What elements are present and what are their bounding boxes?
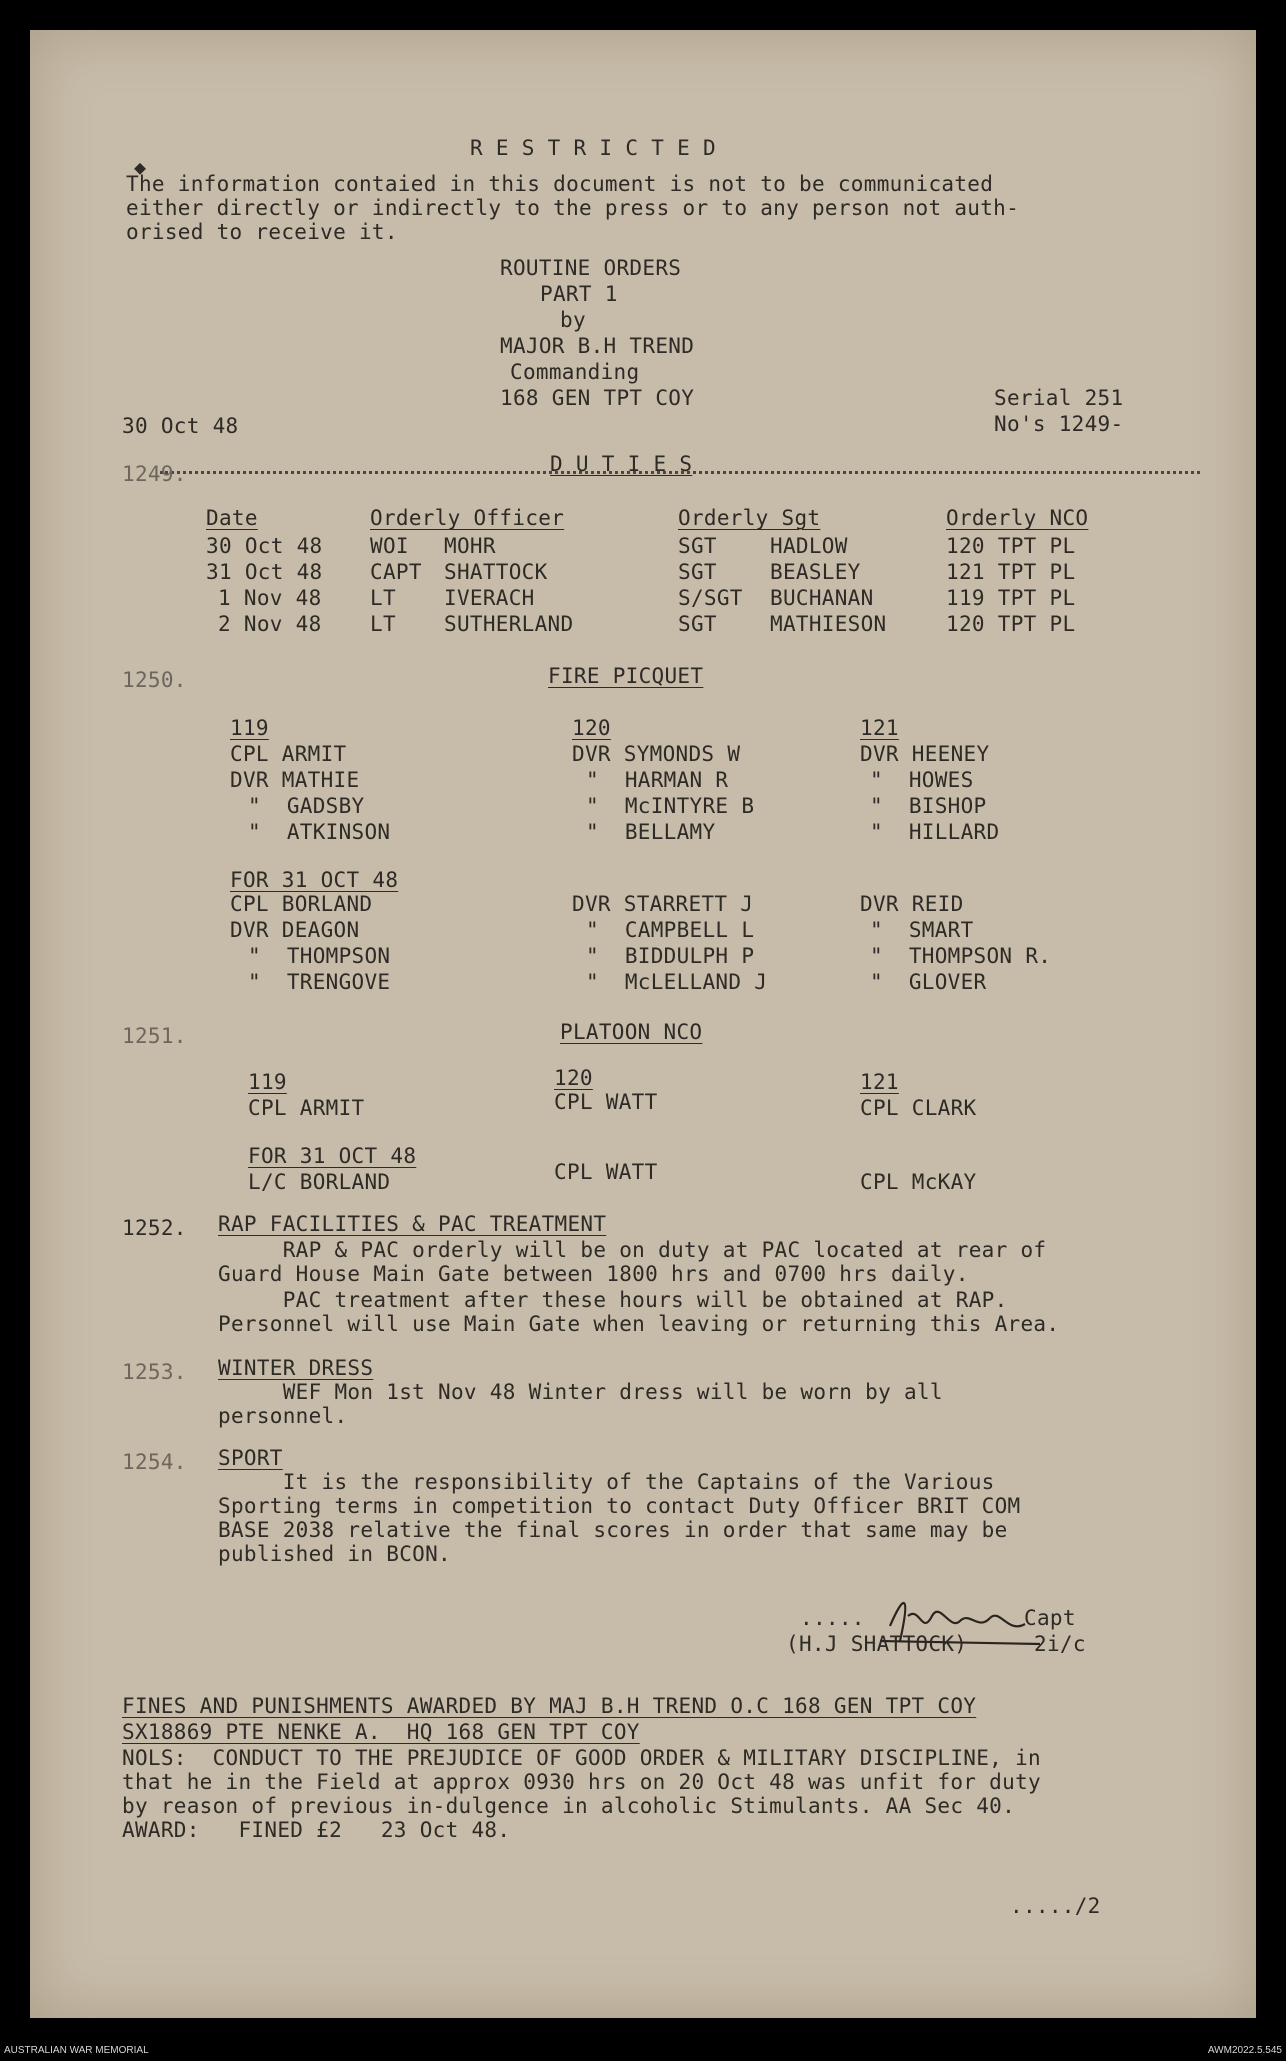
fines-subject: SX18869 PTE NENKE A. HQ 168 GEN TPT COY xyxy=(122,1720,640,1744)
fines-heading: FINES AND PUNISHMENTS AWARDED BY MAJ B.H TREND O.C 168 GEN TPT COY xyxy=(122,1694,977,1718)
platoon-nco-heading: PLATOON NCO xyxy=(560,1020,703,1044)
officer-rank: LT xyxy=(370,612,396,636)
col-orderly-officer: Orderly Officer xyxy=(370,506,565,530)
officer-name: SHATTOCK xyxy=(444,560,548,584)
title-line-6: 168 GEN TPT COY xyxy=(500,386,695,410)
title-line-4: MAJOR B.H TREND xyxy=(500,334,695,358)
signature-name: (H.J SHATTOCK) xyxy=(786,1632,968,1656)
duties-number: 1249. xyxy=(122,462,187,486)
col-orderly-sgt: Orderly Sgt xyxy=(678,506,821,530)
sport-line-4: published in BCON. xyxy=(218,1542,451,1566)
list-item: " THOMPSON xyxy=(248,944,391,968)
officer-rank: CAPT xyxy=(370,560,422,584)
platoon-119-label: 119 xyxy=(230,716,269,740)
officer-name: MOHR xyxy=(444,534,496,558)
document-page xyxy=(30,30,1256,2018)
rap-heading: RAP FACILITIES & PAC TREATMENT xyxy=(218,1212,607,1236)
winter-line-1: WEF Mon 1st Nov 48 Winter dress will be worn by all xyxy=(218,1380,943,1404)
list-item: DVR HEENEY xyxy=(860,742,990,766)
officer-name: IVERACH xyxy=(444,586,535,610)
rap-line-3: PAC treatment after these hours will be obtained at RAP. xyxy=(218,1288,1008,1312)
sport-line-3: BASE 2038 relative the final scores in order that same may be xyxy=(218,1518,1008,1542)
fire-picquet-number: 1250. xyxy=(122,668,187,692)
list-item: " HARMAN R xyxy=(586,768,729,792)
winter-heading: WINTER DRESS xyxy=(218,1356,374,1380)
list-item: " HILLARD xyxy=(870,820,1000,844)
notice-line-2: either directly or indirectly to the press or to any person not auth- xyxy=(126,196,1020,220)
platoon-120-label: 120 xyxy=(572,716,611,740)
sport-line-1: It is the responsibility of the Captains of the Various xyxy=(218,1470,995,1494)
list-item: " BIDDULPH P xyxy=(586,944,755,968)
page-continuation: ...../2 xyxy=(1010,1894,1101,1918)
sgt-rank: SGT xyxy=(678,560,717,584)
serial-number: Serial 251 xyxy=(994,386,1124,410)
list-item: " THOMPSON R. xyxy=(870,944,1052,968)
fire-picquet-heading: FIRE PICQUET xyxy=(548,664,704,688)
classification-heading: R E S T R I C T E D xyxy=(470,136,716,160)
list-item: " GLOVER xyxy=(870,970,987,994)
list-item: " CAMPBELL L xyxy=(586,918,755,942)
officer-rank: LT xyxy=(370,586,396,610)
sgt-name: BUCHANAN xyxy=(770,586,874,610)
duty-date: 30 Oct 48 xyxy=(206,534,323,558)
winter-number: 1253. xyxy=(122,1360,187,1384)
list-item: DVR STARRETT J xyxy=(572,892,754,916)
title-line-1: ROUTINE ORDERS xyxy=(500,256,682,280)
officer-name: SUTHERLAND xyxy=(444,612,574,636)
sgt-rank: S/SGT xyxy=(678,586,743,610)
title-line-2: PART 1 xyxy=(540,282,618,306)
signature-dots: ..... xyxy=(800,1606,865,1630)
title-line-5: Commanding xyxy=(510,360,640,384)
order-numbers: No's 1249- xyxy=(994,412,1124,436)
rap-line-1: RAP & PAC orderly will be on duty at PAC located at rear of xyxy=(218,1238,1047,1262)
list-item: " SMART xyxy=(870,918,974,942)
col-orderly-nco: Orderly NCO xyxy=(946,506,1089,530)
rap-line-2: Guard House Main Gate between 1800 hrs and 0700 hrs daily. xyxy=(218,1262,969,1286)
fines-line-2: that he in the Field at approx 0930 hrs on 20 Oct 48 was unfit for duty xyxy=(122,1770,1041,1794)
list-item: " HOWES xyxy=(870,768,974,792)
list-item: " BISHOP xyxy=(870,794,987,818)
nco-for-date: FOR 31 OCT 48 xyxy=(248,1144,417,1168)
fines-line-1: NOLS: CONDUCT TO THE PREJUDICE OF GOOD ORDER & MILITARY DISCIPLINE, in xyxy=(122,1746,1041,1770)
sgt-rank: SGT xyxy=(678,534,717,558)
sport-heading: SPORT xyxy=(218,1446,283,1470)
sgt-name: BEASLEY xyxy=(770,560,861,584)
list-item: " McINTYRE B xyxy=(586,794,755,818)
nco-platoon: 121 TPT PL xyxy=(946,560,1076,584)
list-item: " GADSBY xyxy=(248,794,365,818)
sgt-rank: SGT xyxy=(678,612,717,636)
winter-line-2: personnel. xyxy=(218,1404,348,1428)
signature-role: 2i/c xyxy=(1034,1632,1086,1656)
list-item: CPL ARMIT xyxy=(230,742,347,766)
nco2-119: L/C BORLAND xyxy=(248,1170,391,1194)
list-item: DVR MATHIE xyxy=(230,768,360,792)
nco-platoon-119: 119 xyxy=(248,1070,287,1094)
sport-line-2: Sporting terms in competition to contact Duty Officer BRIT COM xyxy=(218,1494,1021,1518)
title-line-3: by xyxy=(560,308,586,332)
sgt-name: MATHIESON xyxy=(770,612,887,636)
duties-heading: D U T I E S xyxy=(550,452,693,476)
list-item: CPL BORLAND xyxy=(230,892,373,916)
list-item: DVR SYMONDS W xyxy=(572,742,741,766)
footer-archive-name: AUSTRALIAN WAR MEMORIAL xyxy=(4,2045,149,2056)
fines-line-4: AWARD: FINED £2 23 Oct 48. xyxy=(122,1818,511,1842)
col-date: Date xyxy=(206,506,258,530)
sgt-name: HADLOW xyxy=(770,534,848,558)
nco2-120: CPL WATT xyxy=(554,1160,658,1184)
ink-blot: ◆ xyxy=(134,155,147,179)
nco-119: CPL ARMIT xyxy=(248,1096,365,1120)
notice-line-1: The information contaied in this document is not to be communicated xyxy=(126,172,994,196)
signature-rank: Capt xyxy=(1024,1606,1076,1630)
sport-number: 1254. xyxy=(122,1450,187,1474)
list-item: DVR DEAGON xyxy=(230,918,360,942)
nco-platoon: 119 TPT PL xyxy=(946,586,1076,610)
list-item: DVR REID xyxy=(860,892,964,916)
nco-120: CPL WATT xyxy=(554,1090,658,1114)
duty-date: 31 Oct 48 xyxy=(206,560,323,584)
rap-line-4: Personnel will use Main Gate when leaving or returning this Area. xyxy=(218,1312,1060,1336)
notice-line-3: orised to receive it. xyxy=(126,220,398,244)
fines-line-3: by reason of previous in-dulgence in alcoholic Stimulants. AA Sec 40. xyxy=(122,1794,1016,1818)
footer-archive-id: AWM2022.5.545 xyxy=(1207,2045,1282,2056)
list-item: " McLELLAND J xyxy=(586,970,768,994)
duty-date: 1 Nov 48 xyxy=(218,586,322,610)
list-item: " ATKINSON xyxy=(248,820,391,844)
nco-platoon-121: 121 xyxy=(860,1070,899,1094)
platoon-121-label: 121 xyxy=(860,716,899,740)
list-item: " TRENGOVE xyxy=(248,970,391,994)
duty-date: 2 Nov 48 xyxy=(218,612,322,636)
platoon-nco-number: 1251. xyxy=(122,1024,187,1048)
nco-121: CPL CLARK xyxy=(860,1096,977,1120)
nco-platoon: 120 TPT PL xyxy=(946,612,1076,636)
nco-platoon: 120 TPT PL xyxy=(946,534,1076,558)
rap-number: 1252. xyxy=(122,1216,187,1240)
officer-rank: WOI xyxy=(370,534,409,558)
document-date: 30 Oct 48 xyxy=(122,414,239,438)
nco-platoon-120: 120 xyxy=(554,1066,593,1090)
list-item: " BELLAMY xyxy=(586,820,716,844)
nco2-121: CPL McKAY xyxy=(860,1170,977,1194)
picquet-for-date: FOR 31 OCT 48 xyxy=(230,868,399,892)
